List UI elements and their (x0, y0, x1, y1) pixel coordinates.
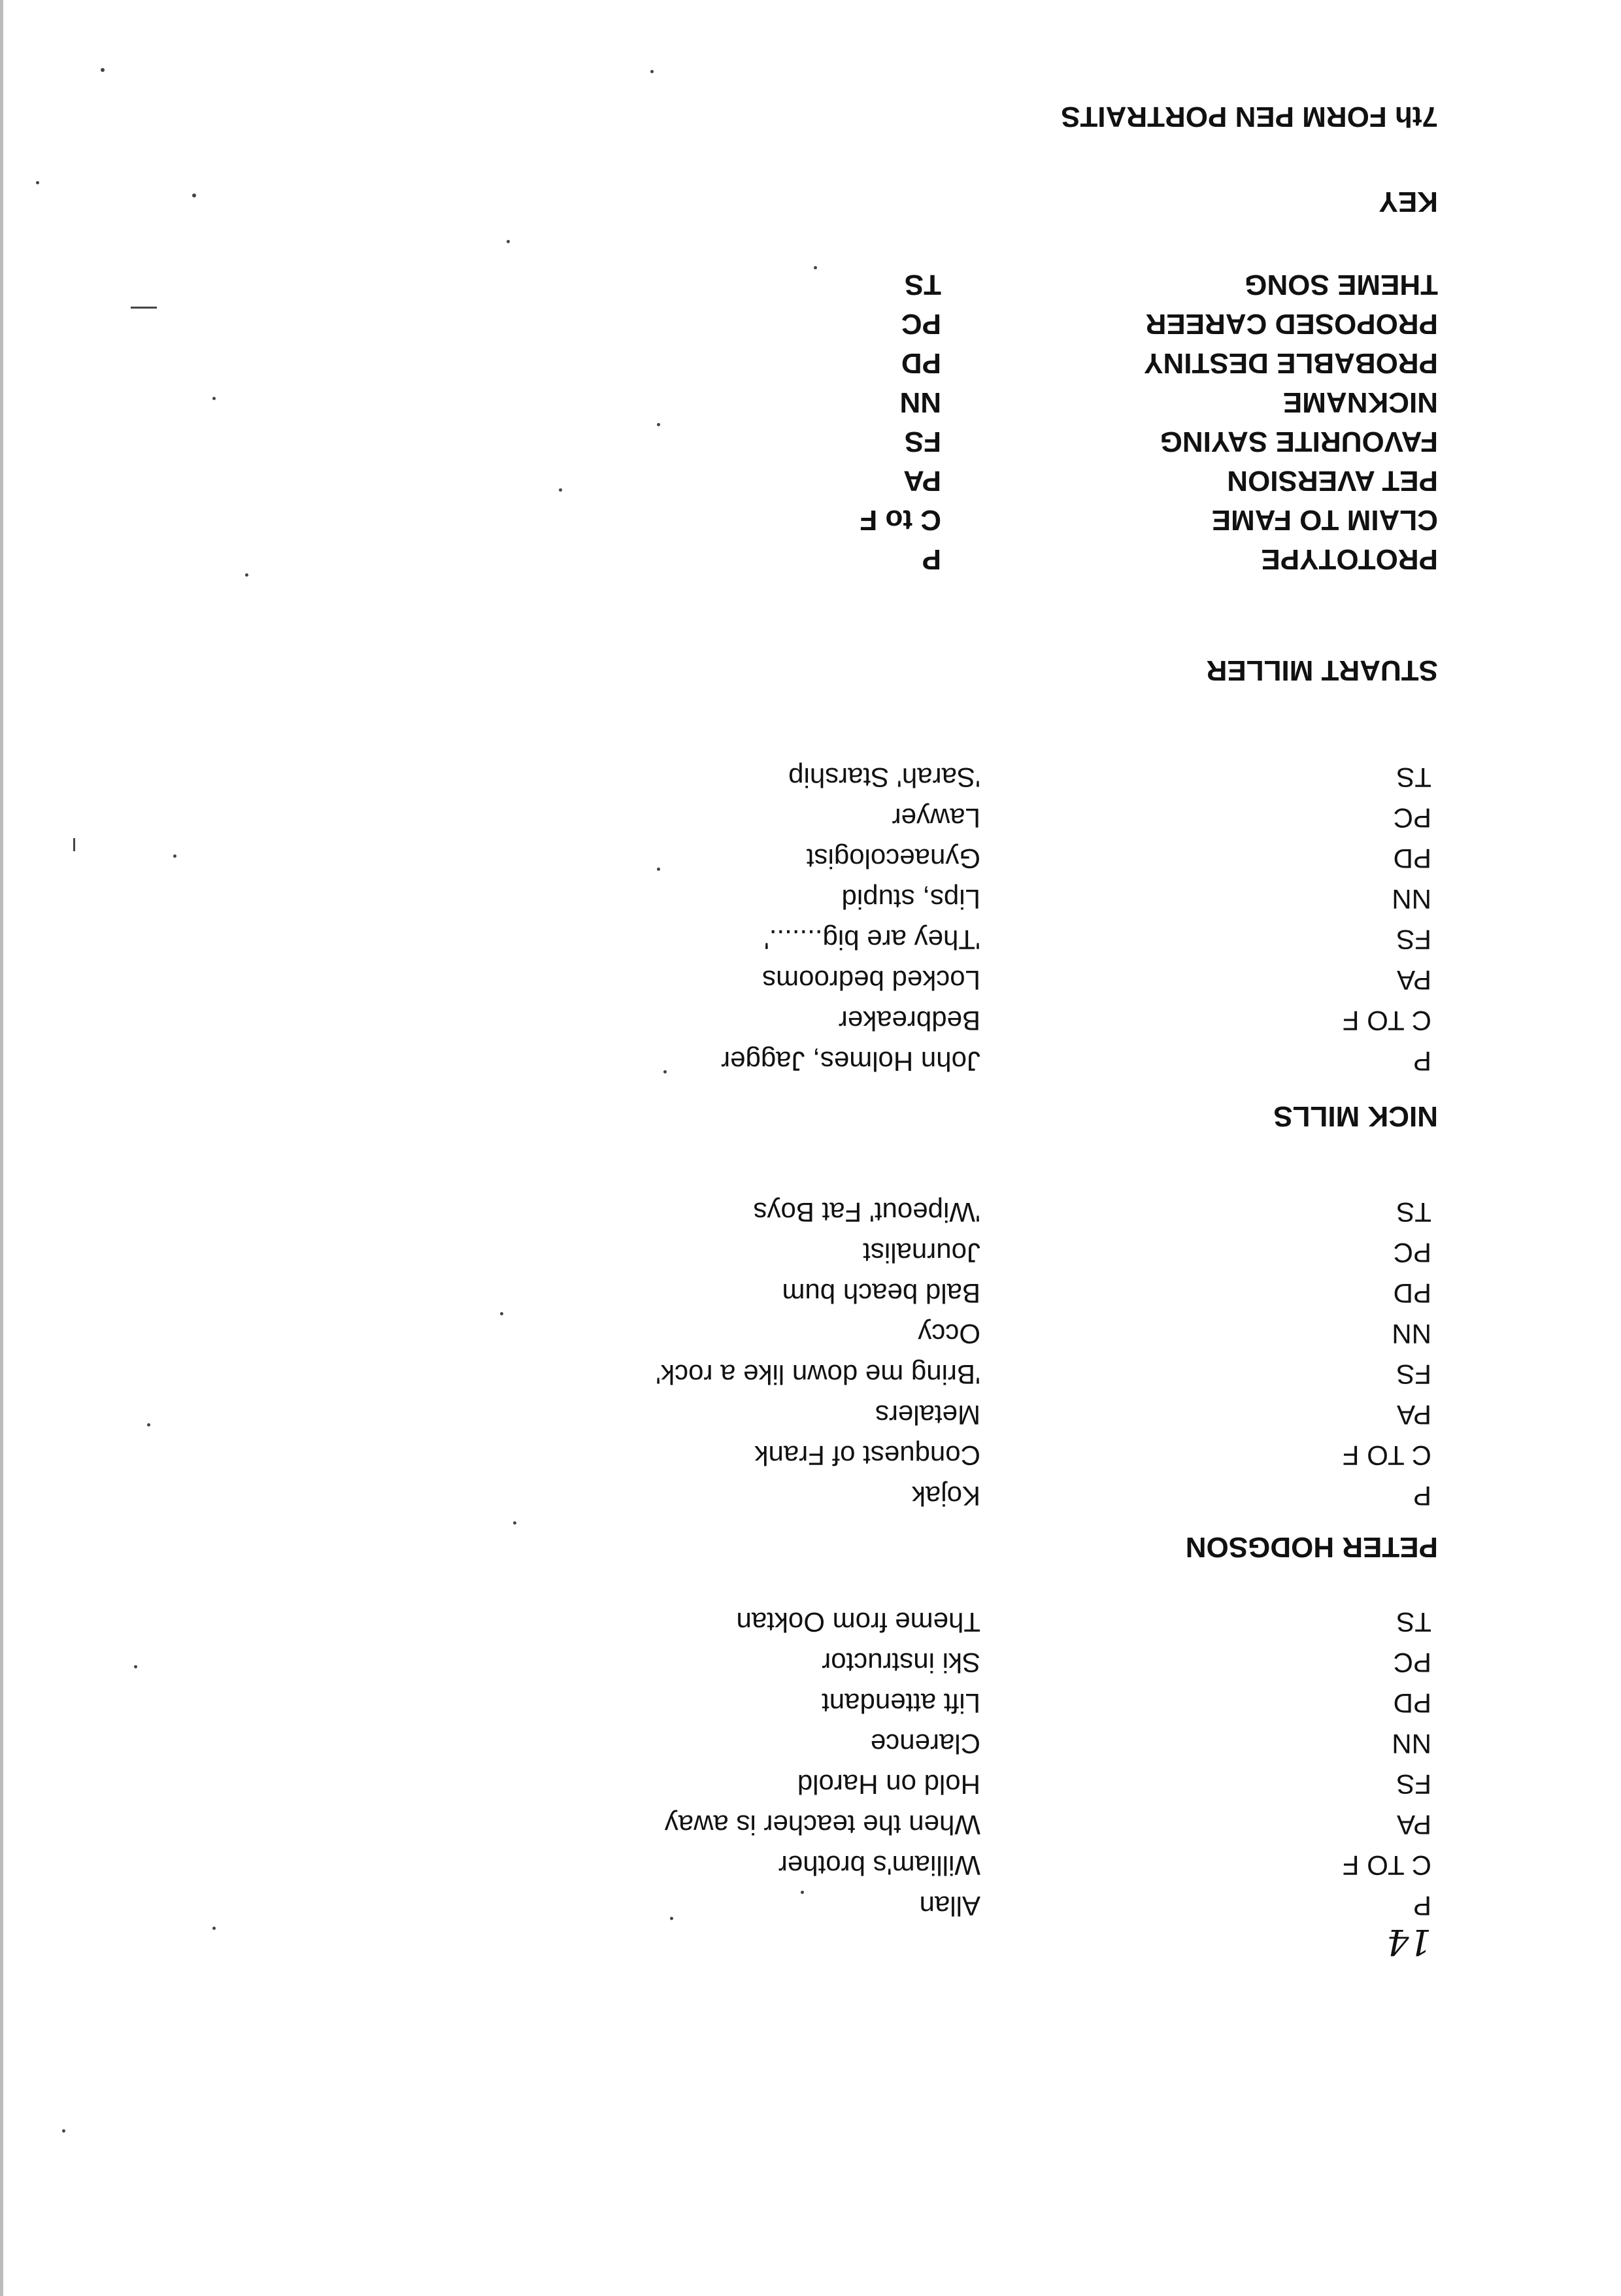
key-abbr: C to F (860, 504, 941, 536)
key-label: PROTOTYPE (1261, 543, 1438, 575)
scan-speck (650, 70, 654, 73)
scan-speck (801, 1891, 804, 1894)
key-label: THEME SONG (1245, 269, 1438, 301)
portrait-name: PETER HODGSON (1185, 1531, 1438, 1563)
key-abbr: TS (904, 269, 941, 301)
entry-code: TS (1396, 1197, 1431, 1228)
scan-speck (134, 1665, 137, 1668)
key-heading: KEY (1379, 186, 1438, 218)
entry-code: PA (1397, 1810, 1431, 1840)
entry-code: P (1412, 1481, 1431, 1511)
scan-speck (814, 266, 817, 269)
key-abbr: P (922, 543, 941, 575)
scan-speck (670, 1917, 673, 1920)
scan-speck (559, 488, 562, 492)
entry-value: Lips, stupid (841, 884, 980, 915)
entry-code: PC (1393, 1647, 1431, 1678)
entry-code: FS (1396, 924, 1431, 955)
scan-speck (173, 854, 176, 858)
entry-value: Journalist (863, 1238, 980, 1268)
entry-code: NN (1392, 1319, 1431, 1349)
key-label: NICKNAME (1282, 386, 1438, 418)
key-abbr: PC (901, 308, 941, 340)
entry-code: TS (1396, 762, 1431, 793)
entry-value: Occy (918, 1319, 980, 1349)
entry-value: Bedbreaker (838, 1005, 980, 1036)
entry-value: Hold on Harold (797, 1769, 980, 1800)
entry-code: C TO F (1342, 1850, 1431, 1881)
scan-speck (212, 397, 216, 400)
scan-speck (500, 1312, 503, 1315)
entry-value: Conquest of Frank (754, 1440, 980, 1471)
entry-value: Gynaecologist (806, 843, 980, 874)
entry-code: P (1412, 1891, 1431, 1921)
entry-value: Allan (919, 1891, 980, 1921)
key-label: PROBABLE DESTINY (1144, 347, 1438, 379)
handwritten-page-number: 14 (1386, 1921, 1431, 1963)
scan-mark (131, 307, 157, 309)
entry-value: Bald beach bum (782, 1278, 980, 1309)
entry-value: Locked bedrooms (762, 965, 980, 996)
entry-value: Metalers (875, 1400, 980, 1430)
entry-value: 'Bring me down like a rock' (656, 1359, 980, 1390)
key-label: CLAIM TO FAME (1211, 504, 1438, 536)
entry-code: PA (1397, 1400, 1431, 1430)
entry-code: PA (1397, 965, 1431, 996)
entry-value: Theme from Ooktan (736, 1607, 980, 1638)
scan-speck (657, 868, 660, 871)
scan-speck (212, 1927, 216, 1930)
entry-value: 'They are big.......' (763, 924, 980, 955)
entry-code: NN (1392, 884, 1431, 915)
portrait-name: NICK MILLS (1273, 1100, 1438, 1132)
entry-code: PD (1393, 1278, 1431, 1309)
entry-value: When the teacher is away (664, 1810, 980, 1840)
key-abbr: PD (901, 347, 941, 379)
scan-speck (245, 573, 248, 577)
entry-value: John Holmes, Jagger (721, 1046, 980, 1077)
key-abbr: PA (903, 465, 941, 497)
scan-speck (62, 2129, 65, 2133)
entry-code: PC (1393, 1238, 1431, 1268)
page-title: 7th FORM PEN PORTRAITS (1061, 101, 1438, 133)
key-abbr: NN (899, 386, 941, 418)
scan-speck (513, 1521, 516, 1525)
scan-edge (0, 0, 3, 2296)
entry-code: PD (1393, 1688, 1431, 1719)
scan-mark (73, 838, 75, 851)
entry-code: C TO F (1342, 1005, 1431, 1036)
key-label: PROPOSED CAREER (1145, 308, 1438, 340)
entry-code: FS (1396, 1769, 1431, 1800)
entry-value: Clarence (870, 1729, 980, 1759)
entry-code: TS (1396, 1607, 1431, 1638)
scan-speck (147, 1423, 150, 1427)
scan-speck (101, 68, 105, 72)
entry-value: Lawyer (892, 803, 980, 834)
key-abbr: FS (904, 426, 941, 458)
entry-value: Ski instructor (822, 1647, 980, 1678)
scan-speck (663, 1070, 667, 1073)
portrait-name: STUART MILLER (1206, 654, 1438, 686)
scan-speck (36, 181, 39, 184)
entry-code: PD (1393, 843, 1431, 874)
entry-code: P (1412, 1046, 1431, 1077)
entry-value: 'Wipeout' Fat Boys (753, 1197, 980, 1228)
scan-speck (192, 194, 196, 197)
entry-value: Lift attendant (822, 1688, 980, 1719)
entry-value: William's brother (778, 1850, 980, 1881)
entry-code: NN (1392, 1729, 1431, 1759)
entry-code: FS (1396, 1359, 1431, 1390)
entry-value: Kojak (911, 1481, 980, 1511)
scan-speck (657, 423, 660, 426)
entry-code: C TO F (1342, 1440, 1431, 1471)
entry-value: 'Sarah' Starship (788, 762, 980, 793)
entry-code: PC (1393, 803, 1431, 834)
key-label: FAVOURITE SAYING (1160, 426, 1438, 458)
scan-speck (507, 240, 510, 243)
key-label: PET AVERSION (1227, 465, 1438, 497)
